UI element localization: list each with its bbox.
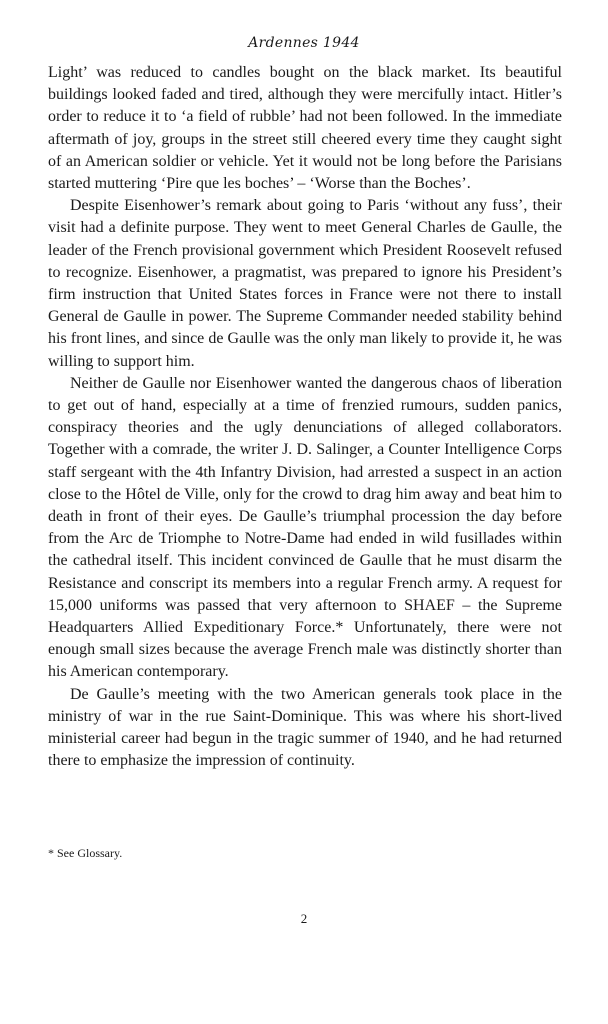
footnote: * See Glossary. <box>48 846 123 860</box>
paragraph: Despite Eisenhower’s remark about going to Paris ‘without any fuss’, their visit had a definite purpose. They went to meet General Charles de Gaulle, the leader of the French provisional government which President Roosevelt refused to recognize. Eisenhower, a pragmatist, was prepared to ignore his President’s firm instruction that United States forces in France were not there to install General de Gaulle in power. The Supreme Commander needed stability behind his front lines, and since de Gaulle was the only man likely to provide it, he was willing to support him. <box>48 197 562 370</box>
paragraph: De Gaulle’s meeting with the two American generals took place in the ministry of war in the rue Saint-Dominique. This was where his short-lived ministerial career had begun in the tragic summer of 1940, and he had returned there to emphasize the impression of continuity. <box>48 685 562 770</box>
paragraph: Neither de Gaulle nor Eisenhower wanted the dangerous chaos of liberation to get out of hand, especially at a time of frenzied rumours, sudden panics, conspiracy theories and the ugly denunciations of alleged collaborators. Together with a comrade, the writer J. D. Salinger, a Counter Intelligence Corps staff sergeant with the 4th Infantry Division, had arrested a suspect in an action close to the Hôtel de Ville, only for the crowd to drag him away and beat him to death in front of their eyes. De Gaulle’s triumphal procession the day before from the Arc de Triomphe to Notre-Dame had ended in wild fusillades within the cathedral itself. This incident convinced de Gaulle that he must disarm the Resistance and conscript its members into a regular French army. A request for 15,000 uniforms was passed that very afternoon to SHAEF – the Supreme Headquarters Allied Expeditionary Force.* Unfortunately, there were not enough small sizes because the average French male was distinctly shorter than his American contemporary. <box>48 374 562 681</box>
running-head: Ardennes 1944 <box>248 35 360 51</box>
body-text <box>48 62 562 773</box>
paragraph: Light’ was reduced to candles bought on the black market. Its beautiful buildings looked faded and tired, although they were mercifully intact. Hitler’s order to reduce it to ‘a field of rubble’ had not been followed. In the immediate aftermath of joy, groups in the street still cheered every time they caught sight of an American soldier or vehicle. Yet it would not be long before the Parisians started muttering ‘Pire que les boches’ – ‘Worse than the Boches’. <box>48 64 562 193</box>
page-number: 2 <box>300 911 308 926</box>
